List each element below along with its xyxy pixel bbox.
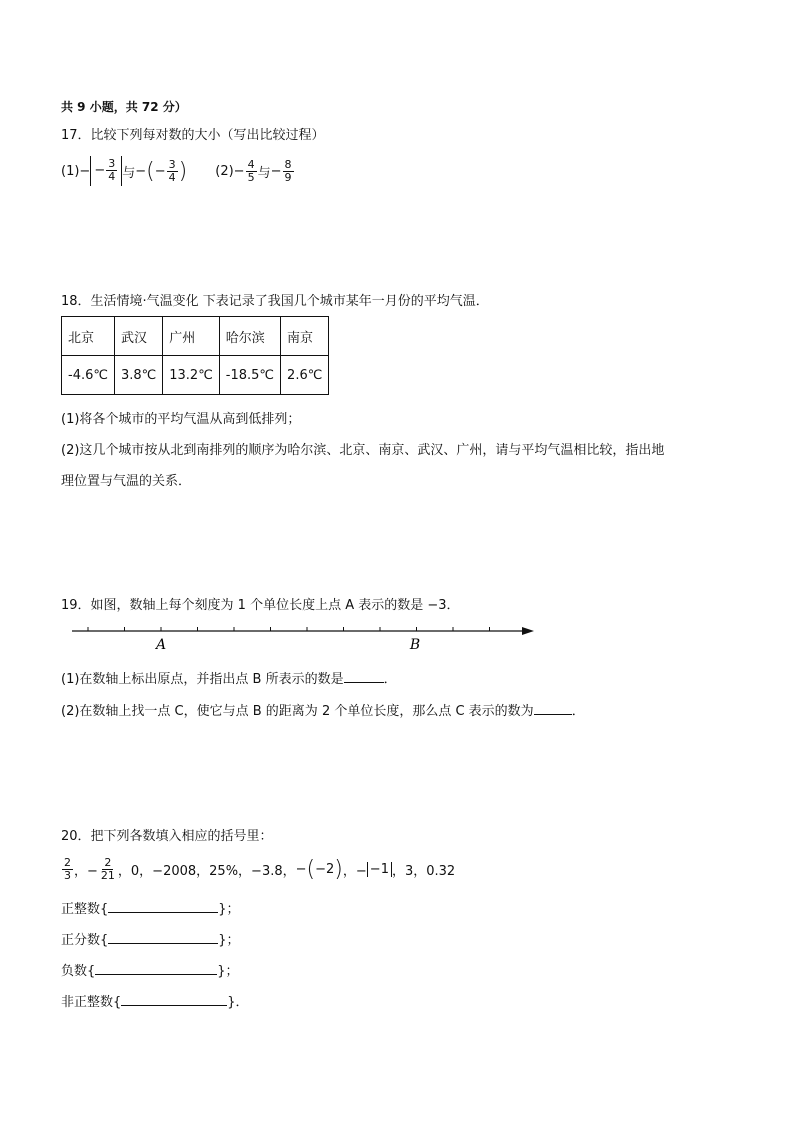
q20-cat3-end: }； <box>217 964 239 979</box>
q20-cat4-end: }． <box>227 995 249 1010</box>
table-cell: 武汉 <box>114 317 162 356</box>
table-cell: 南京 <box>281 317 329 356</box>
answer-blank[interactable] <box>108 943 218 944</box>
answer-blank[interactable] <box>95 974 217 975</box>
answer-blank[interactable] <box>108 912 218 913</box>
q19-sub1-end: ． <box>383 672 397 687</box>
q19-title: 19．如图，数轴上每个刻度为 1 个单位长度上点 A 表示的数是 −3． <box>61 598 460 613</box>
point-b-label: B <box>409 637 421 653</box>
answer-blank[interactable] <box>344 682 384 683</box>
table-cell: 13.2℃ <box>163 356 220 395</box>
q18-sub2-line1: (2)这几个城市按从北到南排列的顺序为哈尔滨、北京、南京、武汉、广州，请与平均气温相比较，指出地 <box>61 443 665 458</box>
q18-sub1: (1)将各个城市的平均气温从高到低排列； <box>61 412 301 427</box>
q20-cat1 <box>61 898 240 917</box>
q17-with: 与 <box>122 165 136 181</box>
answer-blank[interactable] <box>121 1005 227 1006</box>
q20-cat3-label: 负数{ <box>61 964 96 979</box>
q17-part1-label: (1) <box>61 163 80 179</box>
q17-title: 17．比较下列每对数的大小（写出比较过程） <box>61 128 325 143</box>
arrow-head-icon <box>522 627 534 635</box>
q19-sub2-text: (2)在数轴上找一点 C，使它与点 B 的距离为 2 个单位长度，那么点 C 表示的数为 <box>61 704 534 719</box>
q19-sub1 <box>61 668 397 687</box>
table-cell: 3.8℃ <box>114 356 162 395</box>
table-cell: -18.5℃ <box>219 356 280 395</box>
table-cell: 2.6℃ <box>281 356 329 395</box>
q17-part2-label: (2) <box>215 163 234 179</box>
q19-sub2-end: ． <box>571 704 585 719</box>
section-header: 共 9 小题，共 72 分） <box>61 100 187 114</box>
q20-cat2 <box>61 929 240 948</box>
q20-frac2-num: 2 <box>104 855 112 869</box>
q20-cat1-label: 正整数{ <box>61 902 109 917</box>
q20-title: 20．把下列各数填入相应的括号里： <box>61 829 273 844</box>
q20-cat1-end: }； <box>218 902 240 917</box>
q20-frac2-den: 21 <box>100 868 115 882</box>
q20-neg-two: −2 <box>315 861 335 877</box>
table-cell: 北京 <box>62 317 115 356</box>
table-cell: 哈尔滨 <box>219 317 280 356</box>
q19-sub1-text: (1)在数轴上标出原点，并指出点 B 所表示的数是 <box>61 672 344 687</box>
q17-frac4-num: 8 <box>284 157 292 171</box>
table-row <box>62 317 329 356</box>
table-row <box>62 356 329 395</box>
q20-abs-one: 1 <box>380 861 389 877</box>
number-line <box>60 618 550 654</box>
q17-abs-expression: − $\frac{3}{4}$ <box>90 156 122 186</box>
point-a-label: A <box>155 637 167 653</box>
q20-numbers-a: ，0，−2008，25%，−3.8， <box>117 863 296 879</box>
q17-frac2-num: 3 <box>168 157 176 171</box>
q20-cat4 <box>61 991 249 1010</box>
q17-frac3-num: 4 <box>247 157 255 171</box>
table-cell: 广州 <box>163 317 220 356</box>
q18-sub2-line2: 理位置与气温的关系． <box>61 474 192 489</box>
q20-cat2-end: }； <box>218 933 240 948</box>
q17-expressions: (1) − − $\frac{3}{4}$ 与 − ( − $\frac{3}{4}$ ) (2) − $\frac{4}{5}$ 与 − $\frac{8}{9}$ <box>61 154 295 188</box>
q20-cat3 <box>61 960 239 979</box>
q20-cat4-label: 非正整数{ <box>61 995 122 1010</box>
q20-numbers: $\frac{2}{3}$ ，− $\frac{2}{21}$ ，0，−2008，25%，−3.8， − ( −2 ) ，− −1 ，3，0.32 <box>64 855 456 882</box>
q20-numbers-b: ，3，0.32 <box>391 863 456 879</box>
q17-frac4-den: 9 <box>284 170 292 184</box>
q17-frac2-den: 4 <box>168 170 176 184</box>
q18-title: 18．生活情境·气温变化 下表记录了我国几个城市某年一月份的平均气温． <box>61 294 489 309</box>
q20-frac1-den: 3 <box>64 868 71 882</box>
q17-frac-den: 4 <box>108 170 116 183</box>
q17-frac-num: 3 <box>108 157 116 170</box>
q20-frac1-num: 2 <box>64 855 71 869</box>
q17-with-2: 与 <box>257 165 271 181</box>
temperature-table <box>61 316 329 395</box>
q17-frac3-den: 5 <box>247 170 255 184</box>
q20-cat2-label: 正分数{ <box>61 933 109 948</box>
table-cell: -4.6℃ <box>62 356 115 395</box>
answer-blank[interactable] <box>534 714 572 715</box>
q19-sub2 <box>61 700 585 719</box>
